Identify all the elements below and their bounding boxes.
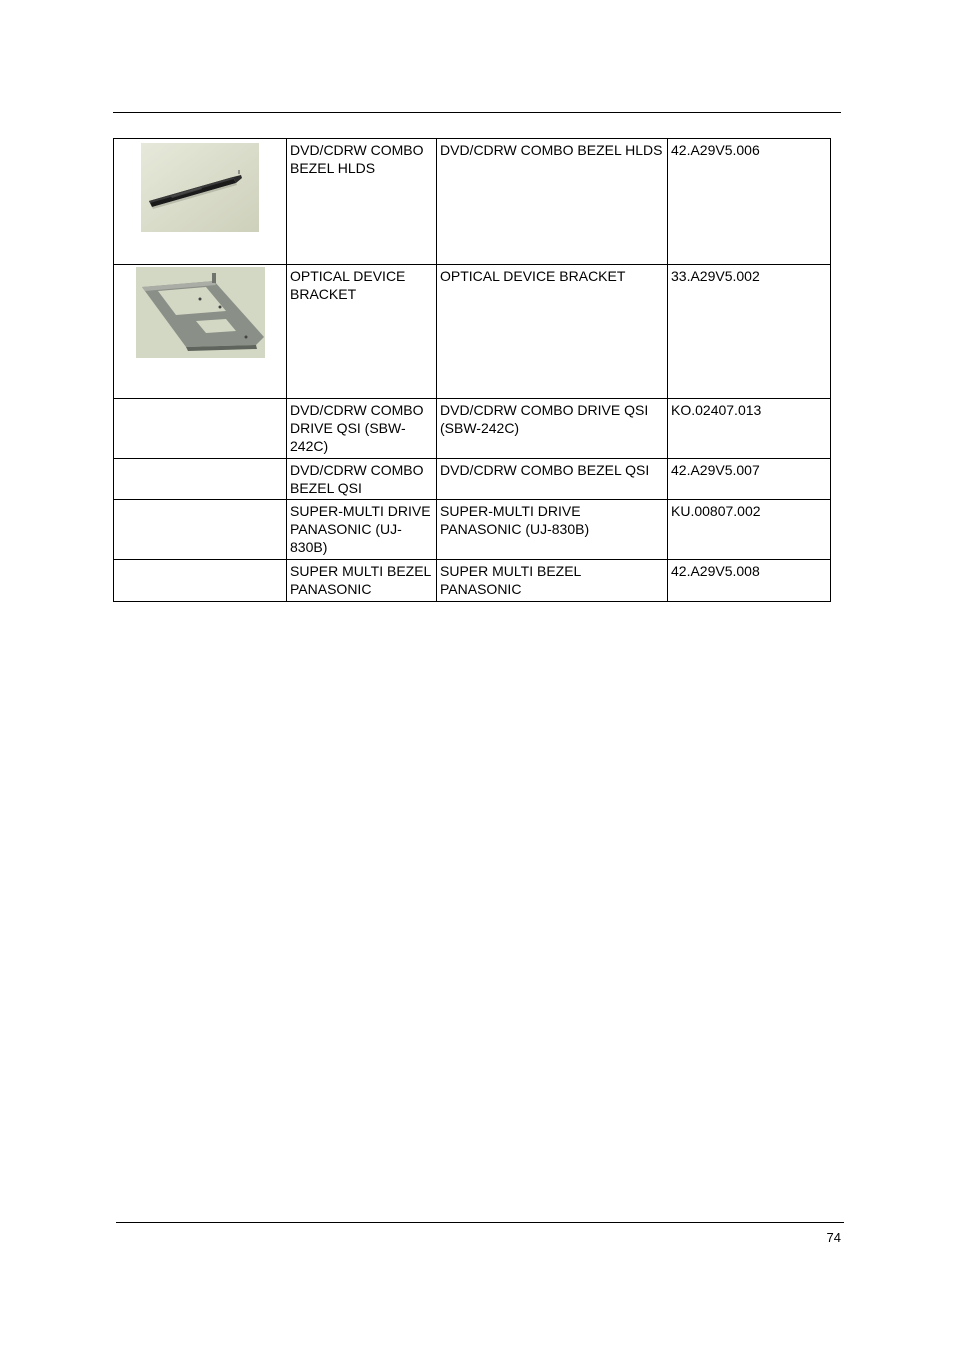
table-row bbox=[114, 500, 831, 560]
table-row bbox=[114, 265, 831, 399]
part-name: SUPER-MULTI DRIVE PANASONIC (UJ-830B) bbox=[287, 500, 437, 560]
parts-table bbox=[113, 138, 831, 602]
part-description: SUPER-MULTI DRIVE PANASONIC (UJ-830B) bbox=[437, 500, 668, 560]
bezel-photo bbox=[141, 143, 259, 232]
picture-cell bbox=[114, 459, 287, 500]
table-row bbox=[114, 560, 831, 602]
part-number: 42.A29V5.008 bbox=[668, 560, 831, 602]
part-description: DVD/CDRW COMBO BEZEL QSI bbox=[437, 459, 668, 500]
part-description: SUPER MULTI BEZEL PANASONIC bbox=[437, 560, 668, 602]
part-number: KU.00807.002 bbox=[668, 500, 831, 560]
picture-cell bbox=[114, 399, 287, 459]
picture-cell bbox=[114, 265, 287, 399]
page-number: 74 bbox=[826, 1230, 841, 1245]
bracket-photo bbox=[136, 267, 265, 358]
part-number: 42.A29V5.007 bbox=[668, 459, 831, 500]
picture-cell bbox=[114, 139, 287, 265]
part-number: 33.A29V5.002 bbox=[668, 265, 831, 399]
picture-cell bbox=[114, 560, 287, 602]
part-name: DVD/CDRW COMBO BEZEL QSI bbox=[287, 459, 437, 500]
part-description: OPTICAL DEVICE BRACKET bbox=[437, 265, 668, 399]
part-name: DVD/CDRW COMBO BEZEL HLDS bbox=[287, 139, 437, 265]
part-description: DVD/CDRW COMBO BEZEL HLDS bbox=[437, 139, 668, 265]
part-name: SUPER MULTI BEZEL PANASONIC bbox=[287, 560, 437, 602]
footer-rule bbox=[116, 1222, 844, 1223]
part-name: DVD/CDRW COMBO DRIVE QSI (SBW-242C) bbox=[287, 399, 437, 459]
header-rule bbox=[113, 112, 841, 113]
part-description: DVD/CDRW COMBO DRIVE QSI (SBW-242C) bbox=[437, 399, 668, 459]
part-name: OPTICAL DEVICE BRACKET bbox=[287, 265, 437, 399]
table-row bbox=[114, 459, 831, 500]
picture-cell bbox=[114, 500, 287, 560]
part-number: KO.02407.013 bbox=[668, 399, 831, 459]
table-row bbox=[114, 399, 831, 459]
part-number: 42.A29V5.006 bbox=[668, 139, 831, 265]
table-row bbox=[114, 139, 831, 265]
